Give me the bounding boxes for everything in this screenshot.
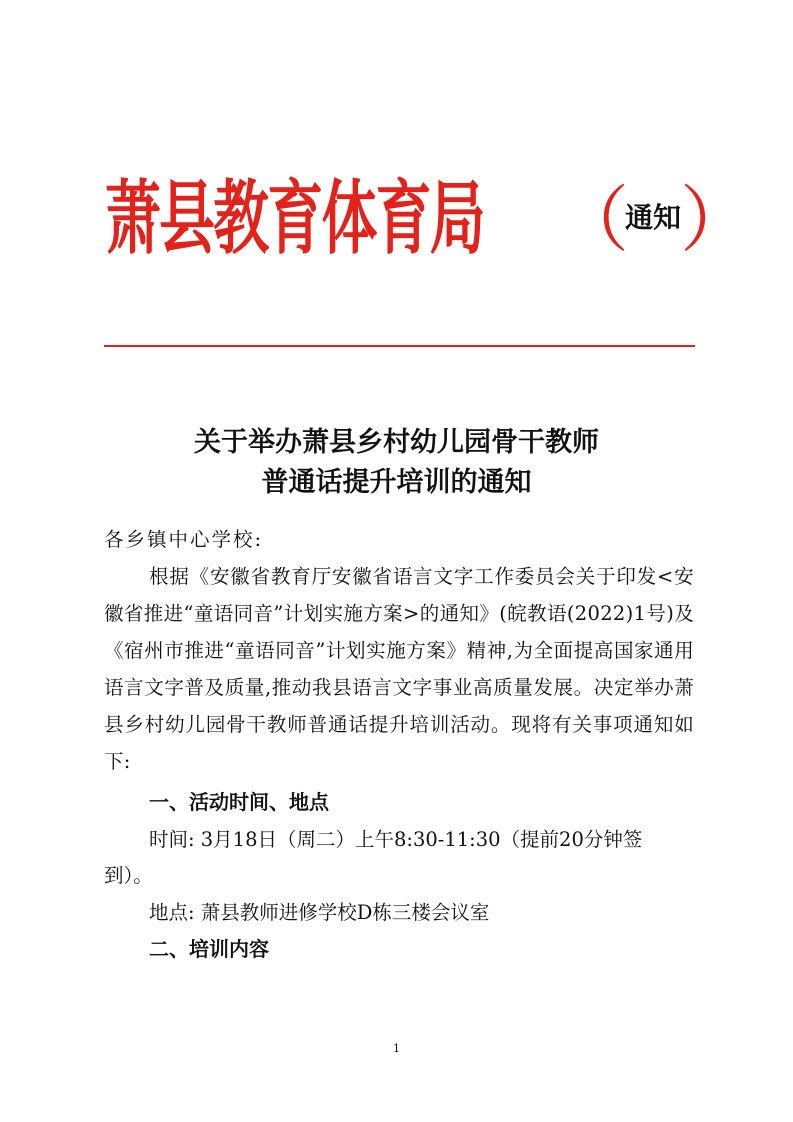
document-title-line2: 普通话提升培训的通知 [261,467,532,498]
letterhead-paren-close: ） [680,178,753,262]
intro-paragraph: 根据《安徽省教育厅安徽省语言文字工作委员会关于印发<安徽省推进“童语同音”计划实施方案>的通知》(皖教语(2022)1号)及《宿州市推进“童语同音”计划实施方案》精神,为全面提高国家通用语言文字普及质量,推动我县语言文字事业高质量发展。决定举办萧县乡村幼儿园骨干教师普通话提升培训活动。现将有关事项通知如下: [104,565,694,773]
letterhead-organization: 萧县教育体育局 [105,172,484,267]
document-title-line1: 关于举办萧县乡村幼儿园骨干教师 [194,427,599,458]
letterhead-red-divider [104,345,695,347]
section1-time-line2: 到）。 [104,864,153,887]
page-number: 1 [393,1042,400,1055]
section1-time-line1: 时间: 3月18日（周二）上午8:30-11:30（提前20分钟签 [149,828,643,851]
section1-heading: 一、活动时间、地点 [149,790,329,814]
salutation: 各乡镇中心学校: [104,528,264,551]
letterhead-paren-open: （ [557,178,630,262]
section1-place: 地点: 萧县教师进修学校D栋三楼会议室 [149,901,490,924]
section2-heading: 二、培训内容 [149,937,269,961]
letterhead [95,150,753,290]
letterhead-doc-type: 通知 [625,201,682,234]
